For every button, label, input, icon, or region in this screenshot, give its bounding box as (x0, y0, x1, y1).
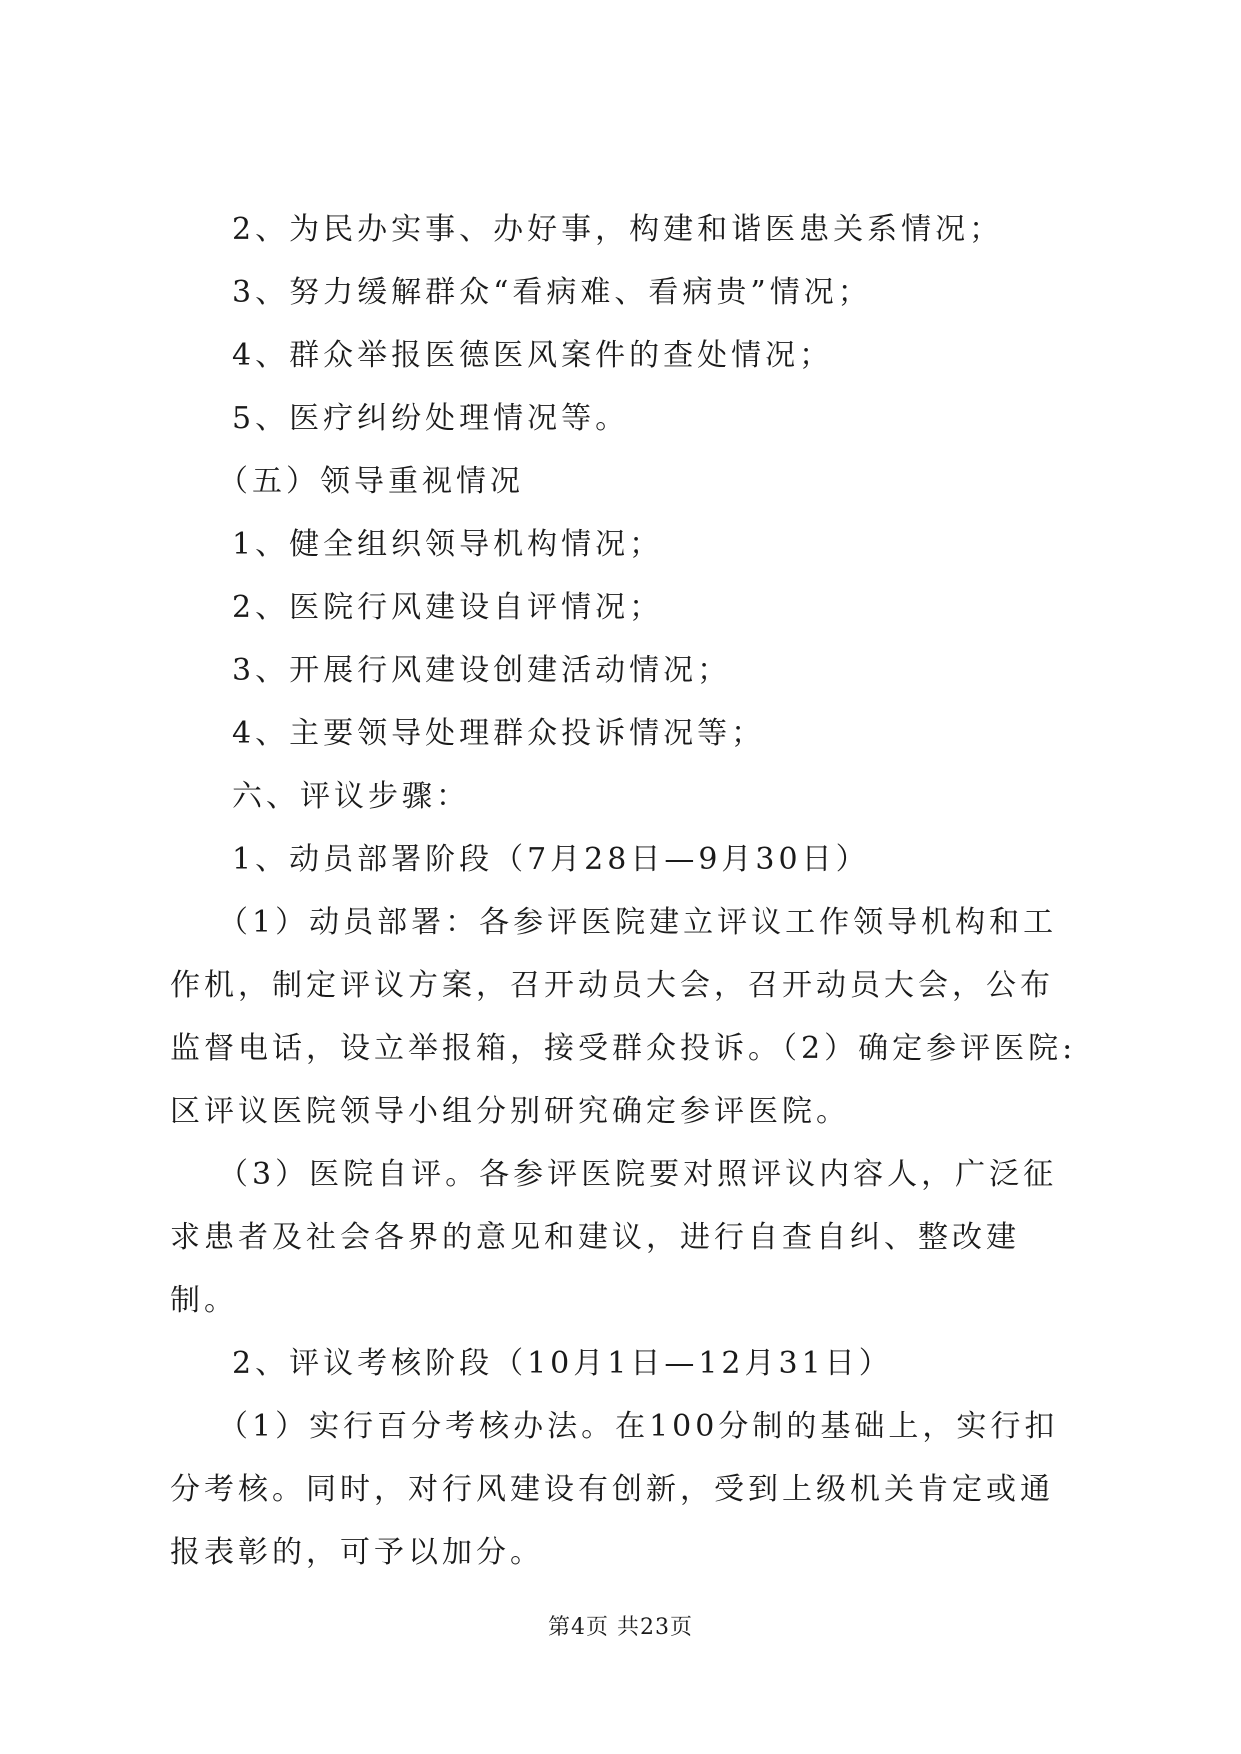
step-1-self-evaluation-paragraph: （3）医院自评。各参评医院要对照评议内容人，广泛征求患者及社会各界的意见和建议，进行自查自纠、整改建制。 (170, 1157, 1058, 1318)
paragraph-leadership-2: 2、医院行风建设自评情况； (232, 590, 664, 625)
paragraph-item-2: 2、为民办实事、办好事，构建和谐医患关系情况； (232, 212, 1004, 247)
paragraph-leadership-3: 3、开展行风建设创建活动情况； (232, 653, 732, 688)
paragraph-item-3: 3、努力缓解群众“看病难、看病贵”情况； (232, 275, 872, 310)
page-number-footer: 第4页 共23页 (548, 1615, 693, 1640)
step-2-heading: 2、评议考核阶段（10月1日—12月31日） (232, 1346, 893, 1381)
paragraph-item-4: 4、群众举报医德医风案件的查处情况； (232, 338, 834, 373)
step-1-mobilization-paragraph: （1）动员部署：各参评医院建立评议工作领导机构和工作机，制定评议方案，召开动员大会，召开动员大会，公布监督电话，设立举报箱，接受群众投诉。（2）确定参评医院:区评议医院领导小组分别研究确定参评医院。 (170, 905, 1077, 1129)
section-heading-steps: 六、评议步骤： (232, 779, 470, 814)
step-1-heading: 1、动员部署阶段（7月28日—9月30日） (232, 842, 870, 877)
step-2-scoring-paragraph: （1）实行百分考核办法。在100分制的基础上，实行扣分考核。同时，对行风建设有创新，受到上级机关肯定或通报表彰的，可予以加分。 (170, 1409, 1059, 1570)
document-body (170, 198, 1082, 1584)
paragraph-leadership-1: 1、健全组织领导机构情况； (232, 527, 664, 562)
section-heading-leadership: （五）领导重视情况 (218, 464, 524, 499)
paragraph-leadership-4: 4、主要领导处理群众投诉情况等； (232, 716, 766, 751)
paragraph-item-5: 5、医疗纠纷处理情况等。 (232, 401, 630, 436)
